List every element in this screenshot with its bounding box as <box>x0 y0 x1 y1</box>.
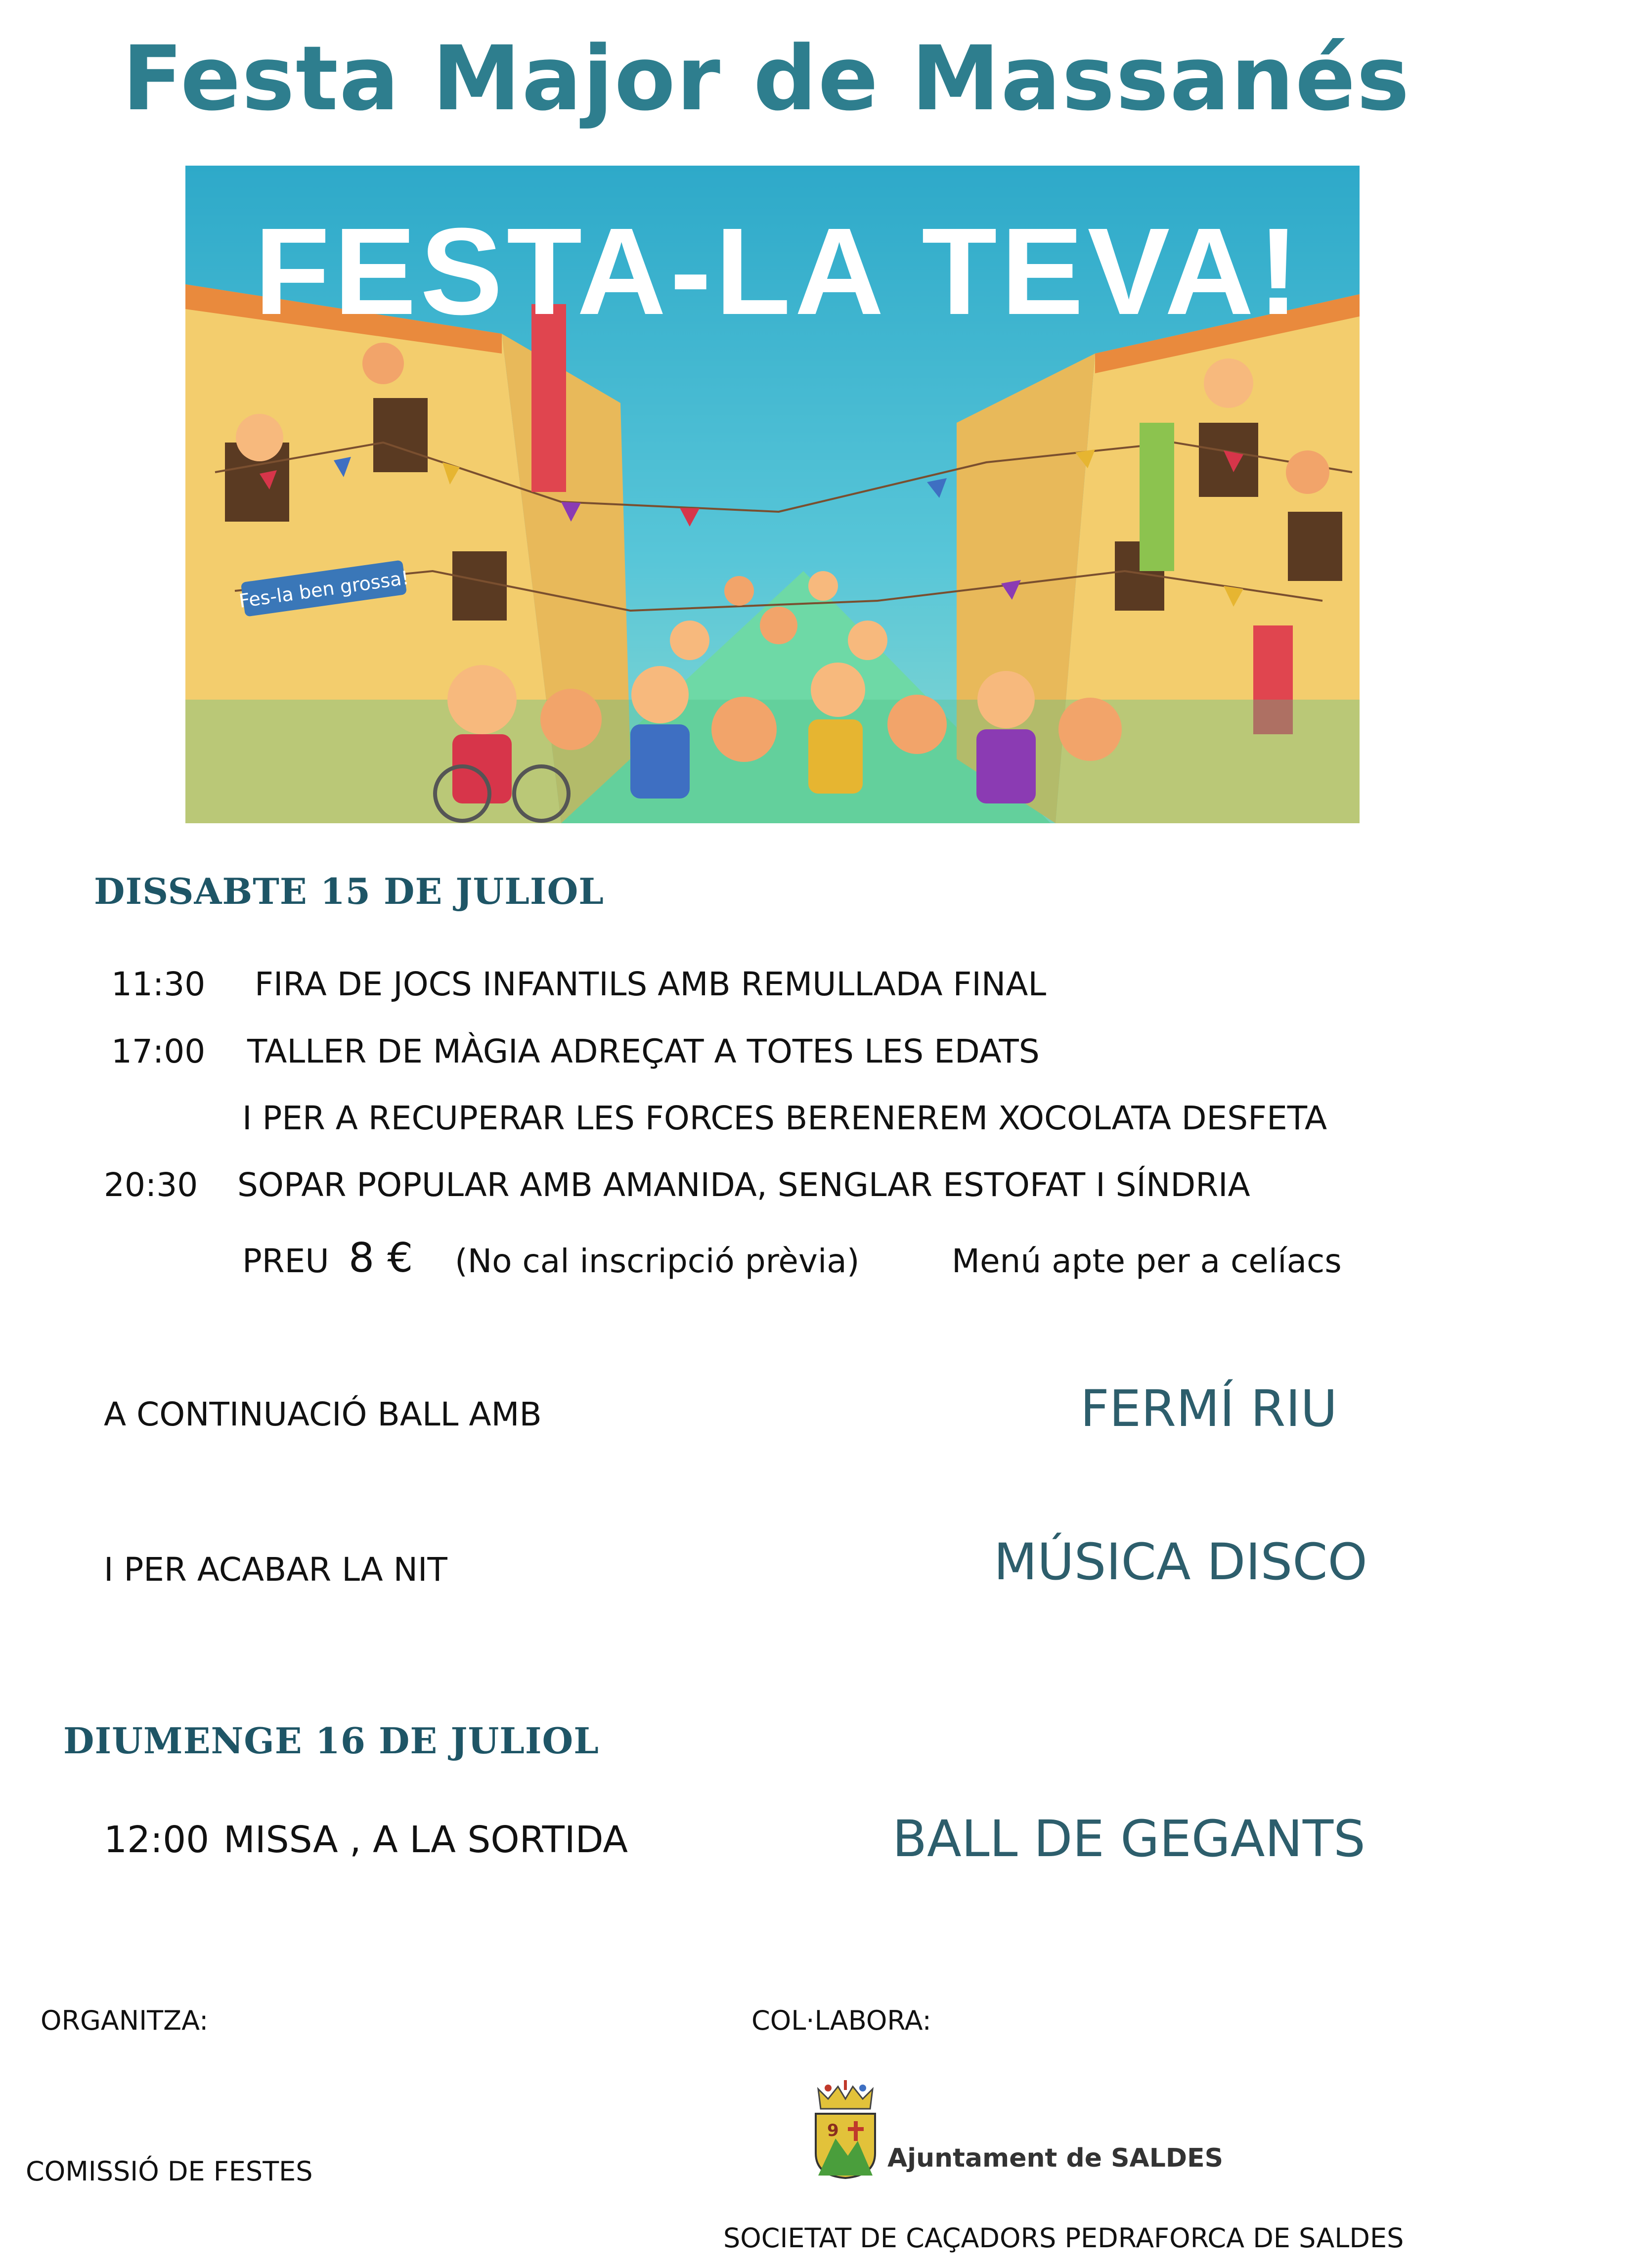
schedule-text: SOPAR POPULAR AMB AMANIDA, SENGLAR ESTOFAT I SÍNDRIA <box>237 1166 1250 1204</box>
saturday-heading: DISSABTE 15 DE JULIOL <box>94 870 604 912</box>
dance-label: A CONTINUACIÓ BALL AMB <box>104 1395 542 1433</box>
banner-sign: Fes-la ben grossa! <box>237 567 410 612</box>
organitza-name: COMISSIÓ DE FESTES <box>26 2156 313 2187</box>
schedule-text: FIRA DE JOCS INFANTILS AMB REMULLADA FINAL <box>255 965 1047 1003</box>
price-note: (No cal inscripció prèvia) <box>455 1242 860 1280</box>
col-label: COL·LABORA: <box>751 2005 931 2036</box>
ajuntament-name: Ajuntament de SALDES <box>887 2143 1224 2173</box>
night-label: I PER ACABAR LA NIT <box>104 1551 447 1589</box>
svg-text:9: 9 <box>827 2121 839 2140</box>
societat-name: SOCIETAT DE CAÇADORS PEDRAFORCA DE SALDES <box>723 2223 1404 2254</box>
price-label: PREU <box>242 1242 329 1280</box>
banner-headline: FESTA-LA TEVA! <box>254 202 1303 340</box>
festa-banner-illustration <box>185 166 1360 823</box>
banner-artwork <box>185 166 1360 823</box>
page-title: Festa Major de Massanés <box>122 27 1410 131</box>
schedule-text: MISSA , A LA SORTIDA <box>223 1819 628 1861</box>
schedule-time: 17:00 <box>111 1032 206 1070</box>
schedule-time: 11:30 <box>111 965 206 1003</box>
ajuntament-saldes-coat-of-arms <box>808 2079 882 2180</box>
schedule-text: TALLER DE MÀGIA ADREÇAT A TOTES LES EDATS <box>247 1032 1040 1070</box>
schedule-text: I PER A RECUPERAR LES FORCES BERENEREM XOCOLATA DESFETA <box>242 1099 1327 1137</box>
organitza-label: ORGANITZA: <box>41 2005 209 2036</box>
schedule-time: 20:30 <box>104 1166 198 1204</box>
sunday-heading: DIUMENGE 16 DE JULIOL <box>63 1720 599 1762</box>
night-name: MÚSICA DISCO <box>994 1533 1367 1592</box>
schedule-time: 12:00 <box>104 1819 210 1861</box>
menu-note: Menú apte per a celíacs <box>952 1242 1342 1280</box>
dance-name: FERMÍ RIU <box>1080 1379 1338 1438</box>
sunday-highlight: BALL DE GEGANTS <box>892 1810 1365 1868</box>
price-value: 8 € <box>349 1235 413 1282</box>
